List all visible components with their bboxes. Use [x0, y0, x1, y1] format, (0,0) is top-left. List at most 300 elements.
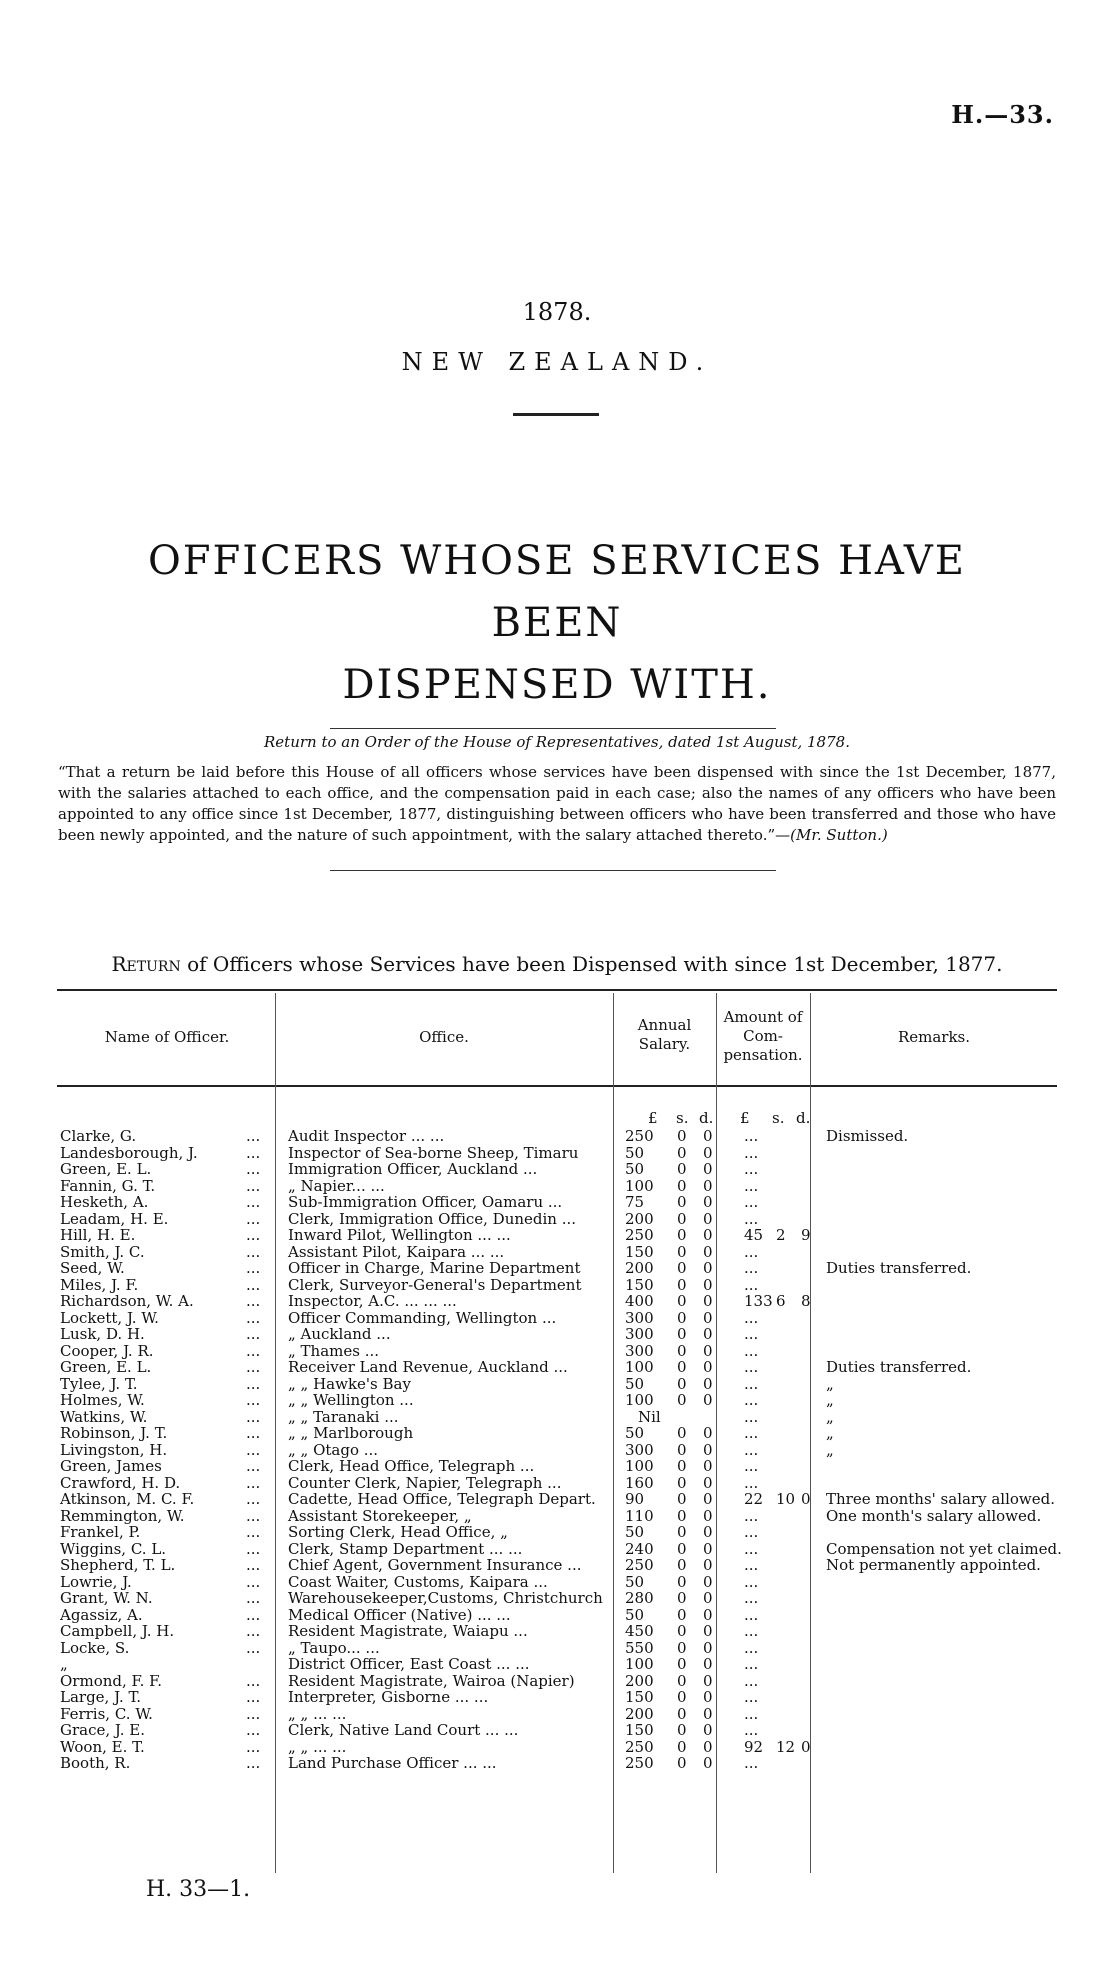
office-cell: Resident Magistrate, Waiapu ... — [288, 1622, 528, 1640]
officer-name: Robinson, J. T. — [60, 1424, 168, 1442]
salary-pence: 0 — [703, 1539, 713, 1558]
leader-dots: ... — [246, 1605, 261, 1624]
compensation-pounds: ... — [744, 1473, 759, 1492]
compensation-pounds: ... — [744, 1688, 759, 1706]
office-cell: Immigration Officer, Auckland ... — [288, 1160, 538, 1178]
salary-pounds: 90 — [625, 1490, 645, 1508]
office-cell: Coast Waiter, Customs, Kaipara ... — [288, 1572, 548, 1591]
salary-pence: 0 — [703, 1737, 713, 1756]
table-row — [0, 1706, 1114, 1722]
remarks-cell: Dismissed. — [826, 1127, 909, 1145]
salary-pounds: 280 — [625, 1589, 654, 1607]
salary-shillings: 0 — [677, 1275, 687, 1294]
compensation-pounds: ... — [744, 1655, 759, 1673]
remarks-cell: „ — [826, 1424, 834, 1442]
compensation-pounds: ... — [744, 1605, 759, 1624]
salary-shillings: 0 — [677, 1341, 687, 1360]
table-row — [0, 1640, 1114, 1656]
salary-pounds: 75 — [625, 1193, 645, 1211]
salary-pence: 0 — [703, 1242, 713, 1261]
office-cell: Resident Magistrate, Wairoa (Napier) — [288, 1671, 575, 1690]
divider-rule — [330, 870, 776, 871]
officer-name: Lowrie, J. — [60, 1572, 132, 1591]
salary-pounds: 110 — [625, 1506, 654, 1525]
compensation-pence: 8 — [801, 1292, 811, 1310]
salary-shillings: 0 — [677, 1671, 687, 1690]
header-salary-line2: Salary. — [638, 1035, 691, 1053]
compensation-pounds: ... — [744, 1754, 759, 1772]
footer-signature: H. 33—1. — [146, 1877, 251, 1902]
officer-name: Large, J. T. — [60, 1688, 142, 1706]
salary-pence: 0 — [703, 1325, 713, 1343]
leader-dots: ... — [246, 1160, 261, 1178]
officer-name: Smith, J. C. — [60, 1242, 145, 1261]
office-cell: Officer in Charge, Marine Department — [288, 1259, 581, 1277]
salary-shillings: 0 — [677, 1457, 687, 1475]
compensation-pounds: ... — [744, 1275, 759, 1294]
officer-name: Agassiz, A. — [60, 1605, 143, 1624]
leader-dots: ... — [246, 1473, 261, 1492]
salary-shillings: 0 — [677, 1523, 687, 1541]
officer-name: Hill, H. E. — [60, 1226, 136, 1244]
officer-name: Grant, W. N. — [60, 1589, 153, 1607]
table-row — [0, 1211, 1114, 1227]
officer-name: Grace, J. E. — [60, 1721, 146, 1739]
compensation-pounds: 133 — [744, 1292, 773, 1310]
leader-dots: ... — [246, 1506, 261, 1525]
table-row — [0, 1689, 1114, 1705]
table-row — [0, 1260, 1114, 1276]
table-row — [0, 1508, 1114, 1524]
office-cell: Sorting Clerk, Head Office, „ — [288, 1523, 508, 1541]
officer-name: Shepherd, T. L. — [60, 1556, 176, 1574]
officer-name: Booth, R. — [60, 1754, 131, 1772]
salary-pounds: 300 — [625, 1308, 654, 1327]
compensation-pounds: ... — [744, 1556, 759, 1574]
salary-pence: 0 — [703, 1292, 713, 1310]
compensation-pounds: ... — [744, 1506, 759, 1525]
leader-dots: ... — [246, 1457, 261, 1475]
compensation-pounds: ... — [744, 1523, 759, 1541]
office-cell: Land Purchase Officer ... ... — [288, 1754, 497, 1772]
salary-pounds: 250 — [625, 1754, 654, 1772]
table-title — [0, 952, 1114, 976]
salary-pounds: 200 — [625, 1704, 654, 1723]
table-row — [0, 1161, 1114, 1177]
salary-pounds: Nil — [638, 1407, 661, 1426]
office-cell: Clerk, Native Land Court ... ... — [288, 1721, 519, 1739]
leader-dots: ... — [246, 1754, 261, 1772]
salary-pence: 0 — [703, 1572, 713, 1591]
salary-pence: 0 — [703, 1704, 713, 1723]
officer-name: Hesketh, A. — [60, 1193, 149, 1211]
compensation-pounds: ... — [744, 1424, 759, 1442]
compensation-pounds: ... — [744, 1704, 759, 1723]
salary-shillings: 0 — [677, 1572, 687, 1591]
compensation-pounds: ... — [744, 1259, 759, 1277]
leader-dots: ... — [246, 1176, 261, 1195]
officer-name: Lusk, D. H. — [60, 1325, 145, 1343]
salary-shillings: 0 — [677, 1655, 687, 1673]
salary-pounds: 50 — [625, 1605, 645, 1624]
salary-pounds: 50 — [625, 1143, 645, 1162]
officer-name: Fannin, G. T. — [60, 1176, 156, 1195]
leader-dots: ... — [246, 1490, 261, 1508]
salary-pence: 0 — [703, 1457, 713, 1475]
salary-shillings: 0 — [677, 1127, 687, 1145]
leader-dots: ... — [246, 1308, 261, 1327]
officer-name: „ — [60, 1655, 68, 1673]
salary-pence: 0 — [703, 1391, 713, 1409]
table-top-rule — [57, 989, 1057, 991]
motion-paragraph — [58, 762, 1056, 846]
table-row — [0, 1425, 1114, 1441]
leader-dots: ... — [246, 1209, 261, 1228]
salary-pence: 0 — [703, 1209, 713, 1228]
salary-shillings: 0 — [677, 1506, 687, 1525]
salary-pounds: 240 — [625, 1539, 654, 1558]
salary-pounds: 50 — [625, 1523, 645, 1541]
office-cell: „ „ ... ... — [288, 1737, 347, 1756]
salary-shillings: 0 — [677, 1242, 687, 1261]
table-row — [0, 1722, 1114, 1738]
officer-name: Crawford, H. D. — [60, 1473, 181, 1492]
salary-pence: 0 — [703, 1127, 713, 1145]
officer-name: Clarke, G. — [60, 1127, 137, 1145]
table-row — [0, 1442, 1114, 1458]
salary-pounds: 100 — [625, 1358, 654, 1376]
leader-dots: ... — [246, 1539, 261, 1558]
office-cell: „ „ Taranaki ... — [288, 1407, 399, 1426]
office-cell: „ „ Otago ... — [288, 1440, 379, 1459]
salary-pence: 0 — [703, 1193, 713, 1211]
salary-pounds: 150 — [625, 1688, 654, 1706]
unit-shillings: s. — [676, 1109, 689, 1127]
leader-dots: ... — [246, 1407, 261, 1426]
salary-shillings: 0 — [677, 1490, 687, 1508]
table-row — [0, 1277, 1114, 1293]
office-cell: Clerk, Immigration Office, Dunedin ... — [288, 1209, 577, 1228]
salary-pounds: 50 — [625, 1424, 645, 1442]
salary-pounds: 250 — [625, 1127, 654, 1145]
leader-dots: ... — [246, 1704, 261, 1723]
salary-pounds: 300 — [625, 1341, 654, 1360]
officer-name: Cooper, J. R. — [60, 1341, 154, 1360]
title-line-2: DISPENSED WITH. — [342, 662, 772, 708]
compensation-pounds: ... — [744, 1143, 759, 1162]
salary-shillings: 0 — [677, 1308, 687, 1327]
compensation-pounds: ... — [744, 1358, 759, 1376]
officer-name: Locke, S. — [60, 1638, 130, 1657]
office-cell: District Officer, East Coast ... ... — [288, 1655, 530, 1673]
salary-shillings: 0 — [677, 1638, 687, 1657]
compensation-shillings: 10 — [776, 1490, 796, 1508]
leader-dots: ... — [246, 1622, 261, 1640]
compensation-pounds: ... — [744, 1209, 759, 1228]
header-comp-line1: Amount of — [723, 1008, 803, 1026]
compensation-pounds: 92 — [744, 1737, 764, 1756]
salary-pounds: 200 — [625, 1259, 654, 1277]
officer-name: Miles, J. F. — [60, 1275, 139, 1294]
officer-name: Wiggins, C. L. — [60, 1539, 167, 1558]
salary-pounds: 300 — [625, 1325, 654, 1343]
leader-dots: ... — [246, 1589, 261, 1607]
leader-dots: ... — [246, 1737, 261, 1756]
salary-pence: 0 — [703, 1226, 713, 1244]
compensation-pounds: ... — [744, 1572, 759, 1591]
salary-shillings: 0 — [677, 1539, 687, 1558]
compensation-pounds: ... — [744, 1671, 759, 1690]
leader-dots: ... — [246, 1358, 261, 1376]
salary-pounds: 150 — [625, 1242, 654, 1261]
office-cell: „ „ Hawke's Bay — [288, 1374, 411, 1393]
office-cell: Clerk, Surveyor-General's Department — [288, 1275, 582, 1294]
office-cell: Chief Agent, Government Insurance ... — [288, 1556, 582, 1574]
salary-pence: 0 — [703, 1440, 713, 1459]
salary-pounds: 550 — [625, 1638, 654, 1657]
salary-shillings: 0 — [677, 1374, 687, 1393]
salary-pounds: 450 — [625, 1622, 654, 1640]
table-row — [0, 1376, 1114, 1392]
salary-pounds: 50 — [625, 1374, 645, 1393]
compensation-pounds: 45 — [744, 1226, 764, 1244]
salary-pounds: 250 — [625, 1556, 654, 1574]
officer-name: Atkinson, M. C. F. — [60, 1490, 195, 1508]
office-cell: Medical Officer (Native) ... ... — [288, 1605, 511, 1624]
salary-pounds: 200 — [625, 1209, 654, 1228]
salary-pence: 0 — [703, 1358, 713, 1376]
officer-name: Green, E. L. — [60, 1358, 152, 1376]
salary-shillings: 0 — [677, 1193, 687, 1211]
table-row — [0, 1656, 1114, 1672]
officer-name: Richardson, W. A. — [60, 1292, 194, 1310]
office-cell: Audit Inspector ... ... — [288, 1127, 445, 1145]
return-order-heading: Return to an Order of the House of Representatives, dated 1st August, 1878. — [264, 733, 850, 751]
table-row — [0, 1623, 1114, 1639]
leader-dots: ... — [246, 1143, 261, 1162]
header-comp-line3: pensation. — [723, 1046, 803, 1064]
leader-dots: ... — [246, 1127, 261, 1145]
salary-shillings: 0 — [677, 1292, 687, 1310]
salary-pence: 0 — [703, 1275, 713, 1294]
salary-pence: 0 — [703, 1605, 713, 1624]
remarks-cell: „ — [826, 1374, 834, 1393]
officer-name: Livingston, H. — [60, 1440, 168, 1459]
officer-name: Remmington, W. — [60, 1506, 185, 1525]
compensation-shillings: 12 — [776, 1737, 796, 1756]
office-cell: „ Auckland ... — [288, 1325, 391, 1343]
remarks-cell: „ — [826, 1440, 834, 1459]
compensation-shillings: 6 — [776, 1292, 786, 1310]
salary-shillings: 0 — [677, 1176, 687, 1195]
salary-pence: 0 — [703, 1523, 713, 1541]
motion-author: (Mr. Sutton.) — [790, 826, 888, 844]
leader-dots: ... — [246, 1424, 261, 1442]
salary-pounds: 100 — [625, 1391, 654, 1409]
leader-dots: ... — [246, 1275, 261, 1294]
leader-dots: ... — [246, 1259, 261, 1277]
leader-dots: ... — [246, 1341, 261, 1360]
salary-pence: 0 — [703, 1589, 713, 1607]
table-row — [0, 1227, 1114, 1243]
compensation-shillings: 2 — [776, 1226, 786, 1244]
leader-dots: ... — [246, 1638, 261, 1657]
compensation-pounds: ... — [744, 1457, 759, 1475]
remarks-cell: One month's salary allowed. — [826, 1506, 1042, 1525]
salary-shillings: 0 — [677, 1440, 687, 1459]
compensation-pence: 0 — [801, 1737, 811, 1756]
salary-shillings: 0 — [677, 1721, 687, 1739]
salary-pounds: 400 — [625, 1292, 654, 1310]
office-cell: Inspector, A.C. ... ... ... — [288, 1292, 457, 1310]
salary-pounds: 150 — [625, 1275, 654, 1294]
office-cell: Assistant Storekeeper, „ — [288, 1506, 472, 1525]
motion-text: “That a return be laid before this House of all officers whose services have been dispensed with since the 1st December, 1877, with the salaries attached to each office, and the compensation paid in each case; also the names of any officers who have been appointed to any office since 1st December, 1877, distinguishing between officers who have been transferred and those who have been newly appointed, and the nature of such appointment, with the salary attached thereto.”— — [58, 763, 1056, 844]
table-row — [0, 1755, 1114, 1771]
salary-pounds: 50 — [625, 1572, 645, 1591]
table-title-lead: Return — [111, 952, 181, 976]
compensation-pounds: ... — [744, 1242, 759, 1261]
leader-dots: ... — [246, 1721, 261, 1739]
officer-name: Frankel, P. — [60, 1523, 141, 1541]
table-row — [0, 1590, 1114, 1606]
table-row — [0, 1194, 1114, 1210]
salary-pence: 0 — [703, 1622, 713, 1640]
unit-comp-pound: £ — [740, 1109, 750, 1127]
compensation-pounds: ... — [744, 1407, 759, 1426]
officer-name: Seed, W. — [60, 1259, 125, 1277]
office-cell: „ „ Wellington ... — [288, 1391, 414, 1409]
office-cell: Assistant Pilot, Kaipara ... ... — [288, 1242, 505, 1261]
table-row — [0, 1475, 1114, 1491]
table-row — [0, 1359, 1114, 1375]
table-row — [0, 1491, 1114, 1507]
leader-dots: ... — [246, 1440, 261, 1459]
officer-name: Ferris, C. W. — [60, 1704, 153, 1723]
office-cell: „ Napier... ... — [288, 1176, 385, 1195]
country-heading: NEW ZEALAND. — [401, 348, 713, 376]
remarks-cell: Duties transferred. — [826, 1259, 972, 1277]
unit-pound: £ — [648, 1109, 658, 1127]
salary-pence: 0 — [703, 1638, 713, 1657]
salary-shillings: 0 — [677, 1556, 687, 1574]
divider-rule — [330, 728, 776, 729]
salary-pounds: 100 — [625, 1176, 654, 1195]
salary-pence: 0 — [703, 1473, 713, 1492]
remarks-cell: Duties transferred. — [826, 1358, 972, 1376]
office-cell: Clerk, Stamp Department ... ... — [288, 1539, 523, 1558]
salary-shillings: 0 — [677, 1688, 687, 1706]
salary-pence: 0 — [703, 1490, 713, 1508]
remarks-cell: Compensation not yet claimed. — [826, 1539, 1062, 1558]
salary-shillings: 0 — [677, 1259, 687, 1277]
officer-name: Green, E. L. — [60, 1160, 152, 1178]
table-title-rest: of Officers whose Services have been Dispensed with since 1st December, 1877. — [180, 952, 1003, 976]
salary-shillings: 0 — [677, 1209, 687, 1228]
compensation-pounds: ... — [744, 1589, 759, 1607]
salary-shillings: 0 — [677, 1160, 687, 1178]
table-row — [0, 1145, 1114, 1161]
remarks-cell: „ — [826, 1407, 834, 1426]
salary-shillings: 0 — [677, 1226, 687, 1244]
salary-pence: 0 — [703, 1143, 713, 1162]
leader-dots: ... — [246, 1374, 261, 1393]
salary-shillings: 0 — [677, 1737, 687, 1756]
office-cell: Officer Commanding, Wellington ... — [288, 1308, 557, 1327]
divider-rule — [513, 413, 599, 416]
leader-dots: ... — [246, 1193, 261, 1211]
office-cell: Receiver Land Revenue, Auckland ... — [288, 1358, 568, 1376]
salary-pounds: 50 — [625, 1160, 645, 1178]
office-cell: „ „ Marlborough — [288, 1424, 414, 1442]
office-cell: „ Taupo... ... — [288, 1638, 380, 1657]
officer-name: Ormond, F. F. — [60, 1671, 162, 1690]
salary-pence: 0 — [703, 1341, 713, 1360]
compensation-pounds: ... — [744, 1176, 759, 1195]
page-title — [100, 530, 1014, 716]
table-row — [0, 1343, 1114, 1359]
salary-pence: 0 — [703, 1556, 713, 1574]
unit-comp-shillings: s. — [772, 1109, 785, 1127]
table-row — [0, 1128, 1114, 1144]
compensation-pounds: ... — [744, 1193, 759, 1211]
office-cell: Clerk, Head Office, Telegraph ... — [288, 1457, 535, 1475]
leader-dots: ... — [246, 1671, 261, 1690]
office-cell: Warehousekeeper,Customs, Christchurch — [288, 1589, 603, 1607]
salary-pence: 0 — [703, 1688, 713, 1706]
document-code: H.—33. — [951, 100, 1054, 129]
salary-pence: 0 — [703, 1671, 713, 1690]
unit-comp-pence: d. — [796, 1109, 811, 1127]
office-cell: Sub-Immigration Officer, Oamaru ... — [288, 1193, 563, 1211]
compensation-pounds: ... — [744, 1638, 759, 1657]
table-row — [0, 1673, 1114, 1689]
salary-pounds: 160 — [625, 1473, 654, 1492]
compensation-pounds: ... — [744, 1721, 759, 1739]
table-row — [0, 1178, 1114, 1194]
compensation-pounds: ... — [744, 1341, 759, 1360]
table-row — [0, 1574, 1114, 1590]
table-row — [0, 1293, 1114, 1309]
leader-dots: ... — [246, 1391, 261, 1409]
table-row — [0, 1409, 1114, 1425]
unit-pence: d. — [699, 1109, 714, 1127]
leader-dots: ... — [246, 1292, 261, 1310]
salary-shillings: 0 — [677, 1325, 687, 1343]
leader-dots: ... — [246, 1556, 261, 1574]
salary-pence: 0 — [703, 1754, 713, 1772]
officer-name: Green, James — [60, 1457, 162, 1475]
salary-pence: 0 — [703, 1176, 713, 1195]
salary-pence: 0 — [703, 1259, 713, 1277]
table-row — [0, 1557, 1114, 1573]
table-row — [0, 1607, 1114, 1623]
officer-name: Leadam, H. E. — [60, 1209, 169, 1228]
salary-pounds: 200 — [625, 1671, 654, 1690]
office-cell: Counter Clerk, Napier, Telegraph ... — [288, 1473, 562, 1492]
table-row — [0, 1739, 1114, 1755]
header-salary — [614, 1016, 715, 1054]
officer-name: Watkins, W. — [60, 1407, 148, 1426]
compensation-pounds: ... — [744, 1160, 759, 1178]
leader-dots: ... — [246, 1523, 261, 1541]
header-comp-line2: Com- — [743, 1027, 783, 1045]
salary-pence: 0 — [703, 1308, 713, 1327]
header-remarks: Remarks. — [897, 1028, 971, 1046]
compensation-pounds: ... — [744, 1308, 759, 1327]
office-cell: Inspector of Sea-borne Sheep, Timaru — [288, 1143, 579, 1162]
table-row — [0, 1244, 1114, 1260]
